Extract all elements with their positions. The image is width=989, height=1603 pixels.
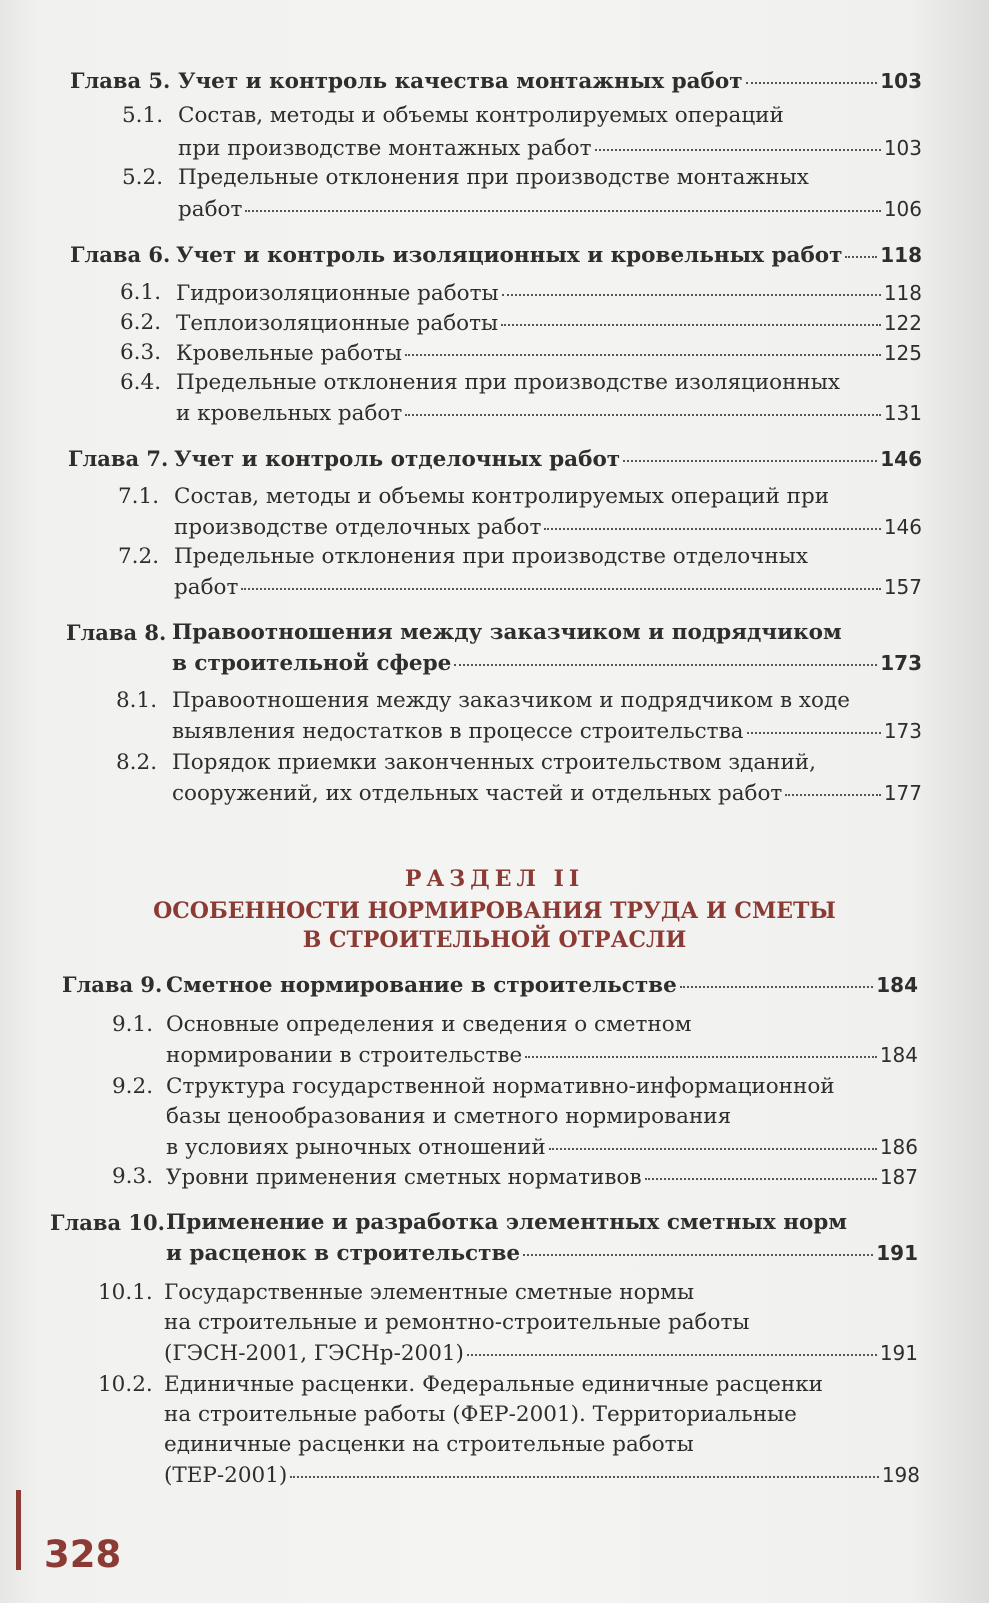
section-title-line: сооружений, их отдельных частей и отдельных работ — [172, 781, 783, 806]
page-ref: 103 — [883, 136, 922, 160]
section-number: 7.1. — [118, 484, 160, 509]
leader-dots — [845, 256, 877, 258]
chapter-title: Учет и контроль качества монтажных работ — [178, 69, 743, 94]
toc-entry-section-5-2[interactable] — [178, 194, 922, 225]
section-label: РАЗДЕЛ II — [404, 866, 585, 892]
section-number: 10.2. — [98, 1372, 153, 1397]
chapter-title-line: в строительной сфере — [172, 651, 452, 676]
page-number: 328 — [44, 1533, 122, 1576]
section-number: 9.3. — [112, 1164, 154, 1189]
section-title-line: работ — [178, 197, 243, 222]
section-title-line: Порядок приемки законченных строительством зданий, — [172, 750, 816, 775]
leader-dots — [746, 82, 878, 84]
toc-entry-chapter-9[interactable] — [166, 970, 918, 1001]
toc-entry-section-9-3[interactable] — [166, 1162, 918, 1193]
section-title-line: при производстве монтажных работ — [178, 136, 592, 161]
chapter-title-line: Применение и разработка элементных сметных норм — [166, 1210, 848, 1235]
leader-dots — [623, 460, 877, 462]
toc-entry-section-10-1[interactable] — [164, 1338, 918, 1369]
page-ref: 186 — [879, 1135, 918, 1159]
section-number: 9.1. — [112, 1012, 154, 1037]
section-title-line: выявления недостатков в процессе строительства — [172, 719, 744, 744]
toc-entry-chapter-6[interactable] — [176, 240, 922, 271]
section-title-line: Гидроизоляционные работы — [176, 281, 499, 306]
toc-entry-chapter-10[interactable] — [166, 1238, 918, 1269]
page-ref: 146 — [880, 447, 922, 471]
toc-entry-chapter-5[interactable] — [178, 66, 922, 97]
page-ref: 177 — [883, 781, 922, 805]
toc-entry-section-6-2[interactable] — [176, 308, 922, 339]
leader-dots — [645, 1178, 877, 1180]
page-ref: 103 — [880, 69, 922, 93]
leader-dots — [405, 414, 881, 416]
section-number: 8.1. — [116, 688, 158, 713]
section-number: 5.2. — [122, 165, 164, 190]
toc-entry-chapter-8[interactable] — [172, 648, 922, 679]
chapter-number: Глава 6. — [70, 242, 171, 267]
section-title-line: (ТЕР-2001) — [164, 1463, 288, 1488]
page-ref: 198 — [881, 1463, 920, 1487]
leader-dots — [680, 986, 873, 988]
leader-dots — [241, 588, 880, 590]
page-ref: 173 — [883, 719, 922, 743]
chapter-title: Учет и контроль отделочных работ — [174, 447, 621, 472]
section-title-line: работ — [174, 575, 239, 600]
page-ref: 122 — [883, 311, 922, 335]
section-title-line: Государственные элементные сметные нормы — [164, 1280, 695, 1305]
section-title-continued: В СТРОИТЕЛЬНОЙ ОТРАСЛИ — [302, 927, 687, 953]
section-title-line: Предельные отклонения при производстве отделочных — [174, 544, 808, 569]
section-title-line: Структура государственной нормативно-информационной — [166, 1074, 835, 1099]
leader-dots — [549, 1148, 877, 1150]
page-ref: 118 — [883, 281, 922, 305]
leader-dots — [544, 528, 880, 530]
toc-entry-section-5-1[interactable] — [178, 133, 922, 164]
page-ref: 187 — [879, 1165, 918, 1189]
chapter-number: Глава 5. — [70, 68, 171, 93]
leader-dots — [501, 324, 881, 326]
section-number: 6.1. — [120, 280, 162, 305]
section-number: 10.1. — [98, 1280, 153, 1305]
chapter-title-line: и расценок в строительстве — [166, 1241, 521, 1266]
toc-entry-section-8-2[interactable] — [172, 778, 922, 809]
section-title-line: на строительные работы (ФЕР-2001). Территориальные — [164, 1402, 797, 1427]
page-ref: 125 — [883, 341, 922, 365]
leader-dots — [290, 1476, 879, 1478]
toc-entry-chapter-7[interactable] — [174, 444, 922, 475]
toc-entry-section-6-4[interactable] — [176, 398, 922, 429]
section-title-line: Состав, методы и объемы контролируемых операций при — [174, 484, 830, 509]
leader-dots — [454, 664, 877, 666]
chapter-title: Сметное нормирование в строительстве — [166, 973, 677, 998]
toc-entry-section-10-2[interactable] — [164, 1460, 920, 1491]
page-ref: 184 — [879, 1043, 918, 1067]
section-title-line: Предельные отклонения при производстве монтажных — [178, 165, 809, 190]
chapter-number: Глава 10. — [50, 1210, 165, 1235]
leader-dots — [467, 1354, 877, 1356]
section-title-line: (ГЭСН-2001, ГЭСНр-2001) — [164, 1341, 464, 1366]
chapter-title-line: Правоотношения между заказчиком и подрядчиком — [172, 620, 842, 645]
section-title-line: в условиях рыночных отношений — [166, 1135, 546, 1160]
page-ref: 118 — [880, 243, 922, 267]
section-number: 6.3. — [120, 340, 162, 365]
section-number: 9.2. — [112, 1074, 154, 1099]
leader-dots — [523, 1254, 873, 1256]
section-title-line: Предельные отклонения при производстве изоляционных — [176, 370, 841, 395]
section-title-line: Теплоизоляционные работы — [176, 311, 499, 336]
section-title-line: производстве отделочных работ — [174, 515, 542, 540]
page-margin-bar — [16, 1490, 21, 1570]
page-ref: 184 — [876, 973, 918, 997]
toc-entry-section-7-1[interactable] — [174, 512, 922, 543]
toc-entry-section-8-1[interactable] — [172, 716, 922, 747]
page-ref: 191 — [876, 1241, 918, 1265]
page-ref: 106 — [883, 197, 922, 221]
chapter-number: Глава 9. — [62, 972, 163, 997]
toc-entry-section-6-3[interactable] — [176, 338, 922, 369]
section-title-line: Уровни применения сметных нормативов — [166, 1165, 642, 1190]
section-number: 5.1. — [122, 103, 164, 128]
leader-dots — [525, 1056, 877, 1058]
chapter-title: Учет и контроль изоляционных и кровельных работ — [176, 243, 843, 268]
leader-dots — [405, 354, 881, 356]
chapter-number: Глава 8. — [66, 620, 167, 645]
section-title: ОСОБЕННОСТИ НОРМИРОВАНИЯ ТРУДА И СМЕТЫ — [153, 898, 836, 924]
leader-dots — [785, 794, 881, 796]
leader-dots — [747, 732, 881, 734]
section-title-line: Кровельные работы — [176, 341, 403, 366]
leader-dots — [502, 294, 881, 296]
leader-dots — [245, 210, 880, 212]
section-title-line: Основные определения и сведения о сметном — [166, 1012, 692, 1037]
page-ref: 191 — [879, 1341, 918, 1365]
chapter-number: Глава 7. — [68, 446, 169, 471]
section-number: 6.4. — [120, 370, 162, 395]
toc-entry-section-9-2[interactable] — [166, 1132, 918, 1163]
toc-entry-section-7-2[interactable] — [174, 572, 922, 603]
page-ref: 173 — [880, 651, 922, 675]
section-number: 7.2. — [118, 544, 160, 569]
section-title-line: Состав, методы и объемы контролируемых операций — [178, 103, 784, 128]
page-ref: 146 — [883, 515, 922, 539]
toc-entry-section-6-1[interactable] — [176, 278, 922, 309]
section-title-line: Правоотношения между заказчиком и подрядчиком в ходе — [172, 688, 850, 713]
section-title-line: на строительные и ремонтно-строительные работы — [164, 1310, 750, 1335]
toc-entry-section-9-1[interactable] — [166, 1040, 918, 1071]
section-number: 8.2. — [116, 750, 158, 775]
section-title-line: и кровельных работ — [176, 401, 403, 426]
page-ref: 157 — [883, 575, 922, 599]
page-ref: 131 — [883, 401, 922, 425]
section-title-line: единичные расценки на строительные работы — [164, 1432, 694, 1457]
section-title-line: Единичные расценки. Федеральные единичные расценки — [164, 1372, 823, 1397]
leader-dots — [595, 149, 881, 151]
section-title-line: базы ценообразования и сметного нормирования — [166, 1104, 732, 1129]
section-title-line: нормировании в строительстве — [166, 1043, 523, 1068]
section-number: 6.2. — [120, 310, 162, 335]
